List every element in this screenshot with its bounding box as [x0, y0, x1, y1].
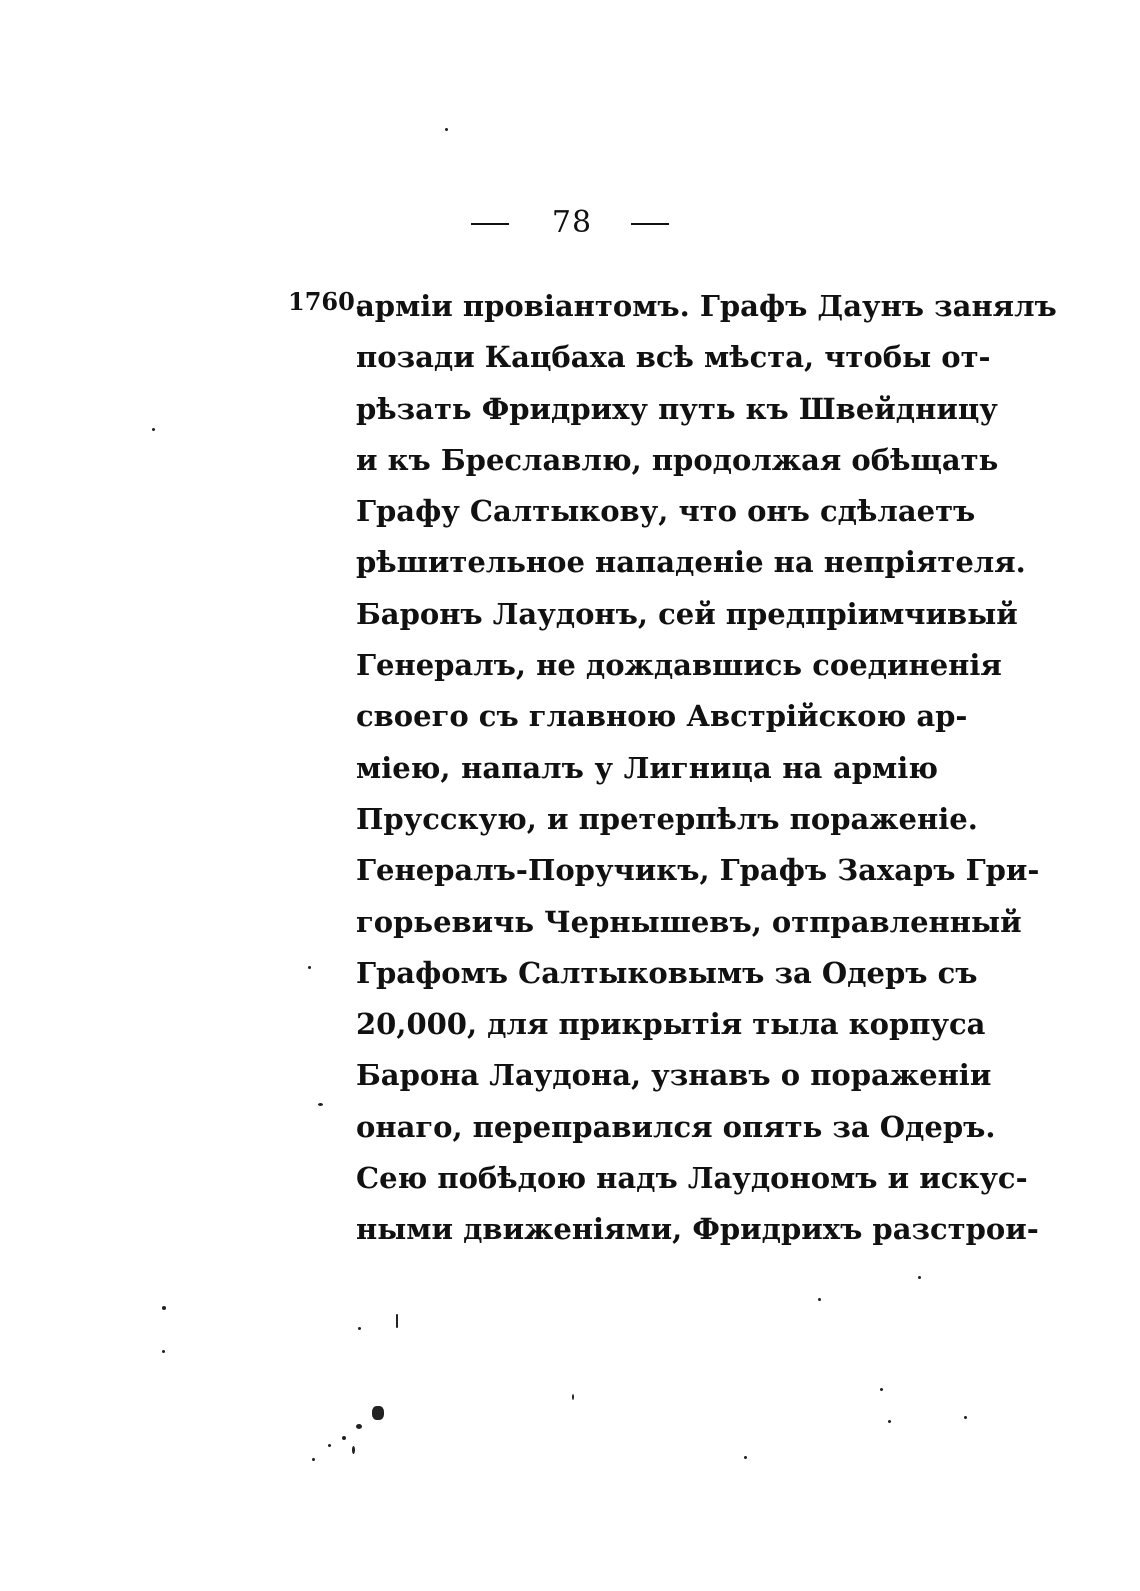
- margin-year-note: 1760.: [288, 287, 364, 316]
- speck: [342, 1436, 346, 1440]
- page-number: 78: [551, 205, 593, 240]
- speck: [352, 1446, 355, 1454]
- speck: [918, 1276, 921, 1279]
- right-dash: [631, 223, 669, 225]
- speck: [880, 1388, 883, 1391]
- speck: [964, 1416, 967, 1419]
- speck: [162, 1350, 165, 1353]
- speck: [818, 1298, 821, 1301]
- text-line: Сею побѣдою надъ Лаудономъ и искус-: [356, 1161, 1028, 1196]
- speck: [152, 428, 155, 431]
- text-line: позади Кацбаха всѣ мѣста, чтобы от-: [356, 340, 991, 375]
- speck: [318, 1103, 323, 1106]
- speck: [358, 1327, 361, 1330]
- speck: [888, 1420, 891, 1423]
- text-line: Генералъ, не дождавшись соединенія: [356, 648, 1002, 683]
- page-number-header: [0, 205, 1140, 240]
- body-text: [356, 281, 1057, 1256]
- text-line: 20,000, для прикрытія тыла корпуса: [356, 1007, 986, 1042]
- text-line: арміи провіантомъ. Графъ Даунъ занялъ: [356, 289, 1057, 323]
- text-line: рѣзать Фридриху путь къ Швейдницу: [356, 391, 998, 426]
- speck: [312, 1458, 315, 1461]
- text-line: Баронъ Лаудонъ, сей предпріимчивый: [356, 596, 1018, 631]
- speck: [744, 1456, 747, 1459]
- speck: [308, 966, 311, 969]
- text-line: горьевичь Чернышевъ, отправленный: [356, 904, 1022, 939]
- text-line: своего съ главною Австрійскою ар-: [356, 699, 968, 734]
- text-line: онаго, переправился опять за Одеръ.: [356, 1109, 996, 1144]
- speck: [328, 1444, 331, 1447]
- text-line: и къ Бреславлю, продолжая обѣщать: [356, 442, 999, 477]
- left-dash: [471, 223, 509, 225]
- text-line: Прусскую, и претерпѣлъ пораженіе.: [356, 801, 978, 836]
- speck: [356, 1424, 362, 1429]
- text-line: міею, напалъ у Лигница на армію: [356, 750, 938, 785]
- speck: [396, 1314, 398, 1328]
- text-line: ными движеніями, Фридрихъ разстрои-: [356, 1212, 1039, 1247]
- speck: [372, 1406, 384, 1420]
- text-line: Графу Салтыкову, что онъ сдѣлаетъ: [356, 494, 976, 529]
- speck: [572, 1394, 574, 1400]
- text-line: Генералъ-Поручикъ, Графъ Захаръ Гри-: [356, 853, 1040, 888]
- text-line: Барона Лаудона, узнавъ о пораженіи: [356, 1058, 992, 1093]
- speck: [162, 1306, 166, 1310]
- speck: [445, 128, 448, 131]
- text-line: Графомъ Салтыковымъ за Одеръ съ: [356, 955, 978, 990]
- text-line: рѣшительное нападеніе на непріятеля.: [356, 545, 1026, 580]
